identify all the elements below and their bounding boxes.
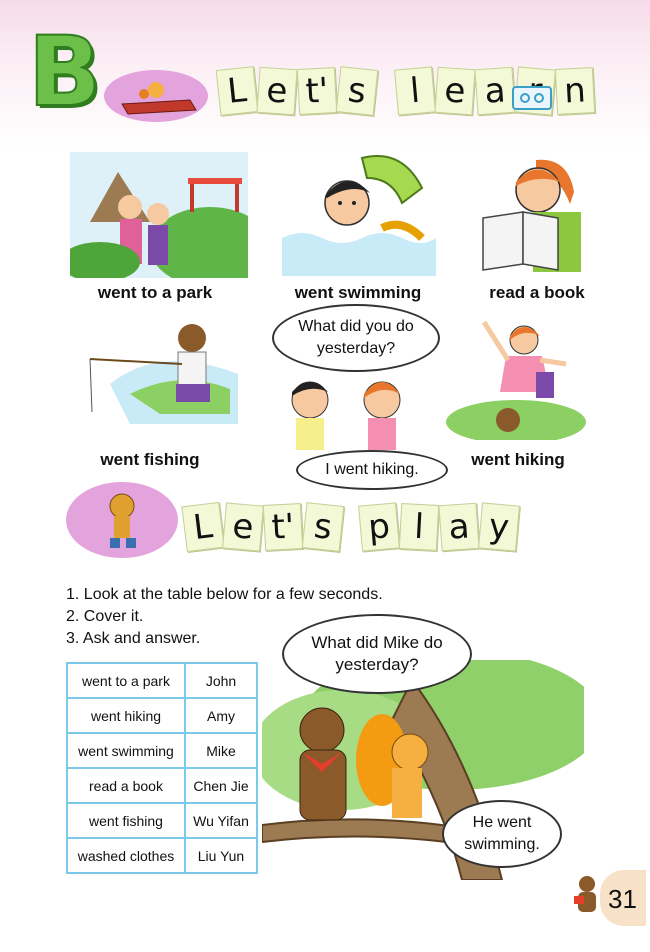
activity-cell: went swimming [67,733,185,768]
activity-cell: went to a park [67,663,185,698]
reading-illustration [478,152,588,276]
fishing-illustration [70,314,238,424]
activity-cell: read a book [67,768,185,803]
hiking-illustration [446,312,586,440]
name-cell: Wu Yifan [185,803,257,838]
name-cell: Mike [185,733,257,768]
caption-read-a-book: read a book [489,283,585,302]
table-row [67,838,257,873]
lets-play-title: L e t' s p l a y [184,504,520,550]
activity-cell: went hiking [67,698,185,733]
kids-talking-illustration [272,370,422,450]
caption-went-fishing: went fishing [100,450,200,469]
squirrel-skating-icon [66,482,178,558]
table-row [67,698,257,733]
step-1: 1. Look at the table below for a few seconds. [66,586,383,603]
lets-learn-title: L e t' s l e a n [218,68,596,114]
activity-cell: washed clothes [67,838,185,873]
play-question-text: What did Mike do yesterday? [311,633,443,674]
step-2: 2. Cover it. [66,608,144,625]
name-cell: Amy [185,698,257,733]
caption-went-swimming: went swimming [294,283,422,302]
question-bubble [272,304,440,372]
caption-went-to-a-park: went to a park [97,283,213,302]
answer-text: I went hiking. [325,461,419,478]
activity-table [66,662,258,874]
magic-carpet-icon [104,70,208,122]
question-text: What did you do yesterday? [298,318,414,357]
park-illustration [70,152,248,278]
name-cell: Chen Jie [185,768,257,803]
name-cell: Liu Yun [185,838,257,873]
play-answer-bubble [442,800,562,868]
step-3: 3. Ask and answer. [66,630,201,647]
name-cell: John [185,663,257,698]
play-answer-text: He went swimming. [464,814,540,853]
activity-cell: went fishing [67,803,185,838]
swimming-illustration [282,148,436,276]
cassette-tape-icon [512,86,552,110]
table-row [67,768,257,803]
caption-went-hiking: went hiking [471,450,565,469]
bear-icon [572,874,602,918]
section-letter: B [28,16,102,128]
page-number: 31 [608,884,637,914]
play-question-bubble [282,614,472,694]
table-row [67,803,257,838]
table-row [67,733,257,768]
table-row [67,663,257,698]
